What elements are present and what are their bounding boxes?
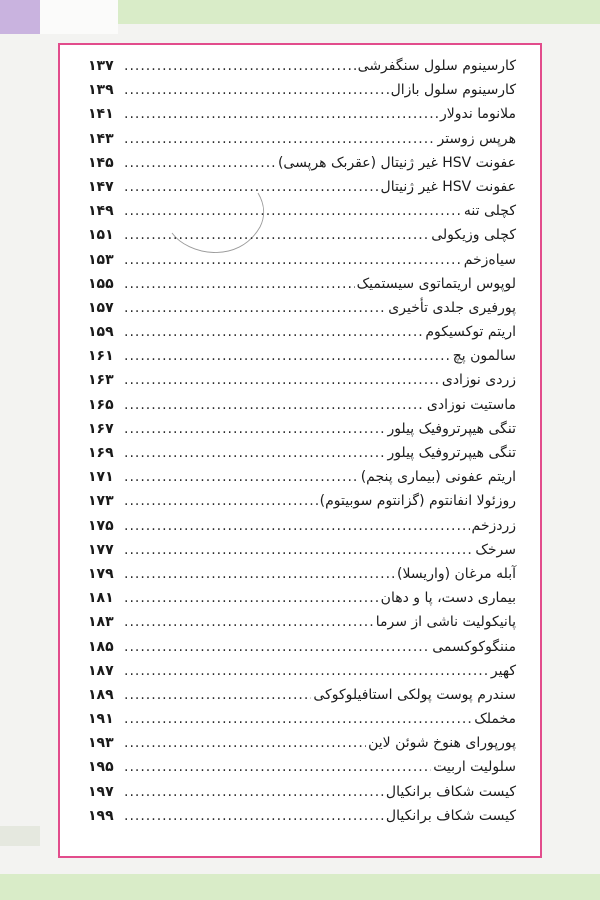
corner-white-band	[40, 0, 118, 34]
toc-entry-page-number: ۱۷۱	[88, 469, 114, 486]
toc-entry[interactable]	[88, 780, 516, 804]
dot-leader	[124, 514, 470, 538]
dot-leader	[124, 393, 425, 417]
dot-leader	[124, 320, 423, 344]
toc-entry-page-number: ۱۷۷	[88, 541, 114, 558]
toc-entry[interactable]	[88, 441, 516, 465]
toc-entry-page-number: ۱۸۳	[88, 614, 114, 631]
toc-entry-title: پورفیری جلدی تأخیری	[388, 299, 516, 316]
toc-entry-page-number: ۱۳۷	[88, 58, 114, 74]
toc-entry[interactable]	[88, 562, 516, 586]
toc-entry[interactable]	[88, 659, 516, 683]
toc-entry[interactable]	[88, 755, 516, 779]
toc-entry[interactable]	[88, 54, 516, 78]
table-of-contents	[88, 54, 516, 828]
toc-entry[interactable]	[88, 538, 516, 562]
toc-entry[interactable]	[88, 635, 516, 659]
toc-entry-page-number: ۱۶۷	[88, 420, 114, 437]
toc-entry-page-number: ۱۸۱	[88, 590, 114, 607]
toc-entry-page-number: ۱۸۷	[88, 662, 114, 679]
toc-entry-title: مخملک	[474, 711, 516, 728]
toc-entry[interactable]	[88, 296, 516, 320]
toc-entry[interactable]	[88, 102, 516, 126]
dot-leader	[124, 54, 356, 78]
top-color-band	[118, 0, 600, 24]
toc-entry-page-number: ۱۶۱	[88, 348, 114, 365]
dot-leader	[124, 272, 355, 296]
toc-entry-title: کچلی تنه	[463, 203, 516, 220]
toc-entry-page-number: ۱۸۵	[88, 638, 114, 655]
toc-entry[interactable]	[88, 344, 516, 368]
dot-leader	[124, 610, 374, 634]
toc-entry-title: کارسینوم سلول بازال	[390, 82, 516, 99]
toc-entry-page-number: ۱۴۱	[88, 106, 114, 123]
toc-entry[interactable]	[88, 707, 516, 731]
toc-entry-title: روزئولا انفانتوم (گزانتوم سوبیتوم)	[319, 493, 516, 510]
dot-leader	[124, 344, 451, 368]
toc-entry-title: سالمون پچ	[452, 348, 516, 365]
dot-leader	[124, 248, 462, 272]
dot-leader	[124, 562, 395, 586]
toc-entry-title: سندرم پوست پولکی استافیلوکوکی	[313, 686, 516, 703]
toc-entry[interactable]	[88, 393, 516, 417]
toc-entry-page-number: ۱۸۹	[88, 686, 114, 703]
toc-entry-title: ملانوما ندولار	[440, 106, 516, 123]
dot-leader	[124, 417, 385, 441]
dot-leader	[124, 707, 472, 731]
toc-entry-page-number: ۱۵۹	[88, 324, 114, 341]
dot-leader	[124, 368, 440, 392]
toc-entry-title: سیاه‌زخم	[463, 251, 516, 268]
toc-entry-title: تنگی هیپرتروفیک پیلور	[387, 445, 516, 461]
dot-leader	[124, 659, 489, 683]
toc-entry-page-number: ۱۷۳	[88, 493, 114, 510]
toc-entry-title: مننگوکوکسمی	[432, 638, 516, 655]
dot-leader	[124, 731, 366, 755]
toc-entry-title: پانیکولیت ناشی از سرما	[375, 614, 516, 631]
dot-leader	[124, 538, 473, 562]
toc-entry[interactable]	[88, 610, 516, 634]
toc-entry[interactable]	[88, 248, 516, 272]
dot-leader	[124, 489, 318, 513]
toc-entry-page-number: ۱۹۳	[88, 735, 114, 752]
dot-leader	[124, 683, 311, 707]
toc-entry-title: کهیر	[490, 662, 516, 679]
toc-entry-title: تنگی هیپرتروفیک پیلور	[387, 420, 516, 437]
toc-entry-page-number: ۱۴۵	[88, 154, 114, 171]
dot-leader	[124, 127, 435, 151]
toc-entry[interactable]	[88, 804, 516, 828]
toc-entry-page-number: ۱۴۷	[88, 178, 114, 195]
dot-leader	[124, 780, 384, 804]
toc-entry-title: کیست شکاف برانکیال	[385, 783, 516, 800]
toc-entry-title: هرپس زوستر	[437, 130, 516, 147]
dot-leader	[124, 102, 438, 126]
toc-entry[interactable]	[88, 151, 516, 175]
toc-entry-title: سلولیت اربیت	[433, 759, 516, 776]
dot-leader	[124, 804, 384, 828]
toc-entry-page-number: ۱۹۹	[88, 807, 114, 824]
toc-entry-page-number: ۱۴۳	[88, 130, 114, 147]
toc-entry-title: آبله مرغان (واریسلا)	[397, 565, 516, 582]
toc-entry[interactable]	[88, 175, 516, 199]
toc-entry-title: زردی نوزادی	[441, 372, 516, 389]
dot-leader	[124, 635, 430, 659]
toc-entry-page-number: ۱۷۹	[88, 565, 114, 582]
toc-entry-title: اریتم توکسیکوم	[425, 324, 516, 341]
toc-entry-title: کارسینوم سلول سنگفرشی	[357, 58, 516, 74]
toc-entry[interactable]	[88, 272, 516, 296]
toc-entry[interactable]	[88, 223, 516, 247]
toc-entry[interactable]	[88, 417, 516, 441]
toc-entry-page-number: ۱۹۱	[88, 711, 114, 728]
toc-entry-page-number: ۱۴۹	[88, 203, 114, 220]
toc-entry-page-number: ۱۷۵	[88, 517, 114, 534]
toc-entry-page-number: ۱۳۹	[88, 82, 114, 99]
dot-leader	[124, 755, 431, 779]
toc-entry-page-number: ۱۹۵	[88, 759, 114, 776]
toc-entry-title: عفونت HSV غیر ژنیتال (عقربک هرپسی)	[277, 154, 516, 171]
corner-color-tab	[0, 0, 40, 34]
dot-leader	[124, 78, 389, 102]
toc-entry-page-number: ۱۵۷	[88, 299, 114, 316]
toc-entry-page-number: ۱۶۹	[88, 445, 114, 461]
toc-entry-title: لوپوس اریتماتوی سیستمیک	[356, 275, 516, 292]
dot-leader	[124, 586, 379, 610]
bottom-color-band	[0, 874, 600, 900]
toc-entry-title: بیماری دست، پا و دهان	[380, 590, 516, 607]
toc-entry[interactable]	[88, 320, 516, 344]
dot-leader	[124, 151, 276, 175]
side-page-tab	[0, 826, 40, 846]
dot-leader	[124, 175, 379, 199]
toc-entry-title: پورپورای هنوخ شوئن لاین	[368, 735, 516, 752]
toc-entry-title: کچلی وزیکولی	[431, 227, 516, 244]
toc-entry-page-number: ۱۶۳	[88, 372, 114, 389]
toc-entry-title: سرخک	[475, 541, 516, 558]
toc-entry[interactable]	[88, 78, 516, 102]
toc-entry[interactable]	[88, 489, 516, 513]
toc-entry[interactable]	[88, 514, 516, 538]
toc-entry[interactable]	[88, 127, 516, 151]
toc-entry[interactable]	[88, 465, 516, 489]
dot-leader	[124, 465, 359, 489]
toc-entry-title: عفونت HSV غیر ژنیتال	[380, 178, 516, 195]
dot-leader	[124, 223, 429, 247]
toc-entry[interactable]	[88, 199, 516, 223]
toc-entry[interactable]	[88, 368, 516, 392]
toc-entry-title: ماستیت نوزادی	[426, 396, 516, 413]
toc-entry-title: زردزخم	[471, 517, 516, 534]
toc-entry[interactable]	[88, 731, 516, 755]
toc-entry-page-number: ۱۵۱	[88, 227, 114, 244]
dot-leader	[124, 296, 386, 320]
dot-leader	[124, 199, 462, 223]
toc-entry[interactable]	[88, 683, 516, 707]
toc-entry-title: کیست شکاف برانکیال	[385, 807, 516, 824]
dot-leader	[124, 441, 385, 465]
toc-entry-page-number: ۱۹۷	[88, 783, 114, 800]
toc-entry-page-number: ۱۵۳	[88, 251, 114, 268]
toc-entry-page-number: ۱۵۵	[88, 275, 114, 292]
toc-entry-title: اریتم عفونی (بیماری پنجم)	[360, 469, 516, 486]
toc-entry-page-number: ۱۶۵	[88, 396, 114, 413]
toc-entry[interactable]	[88, 586, 516, 610]
